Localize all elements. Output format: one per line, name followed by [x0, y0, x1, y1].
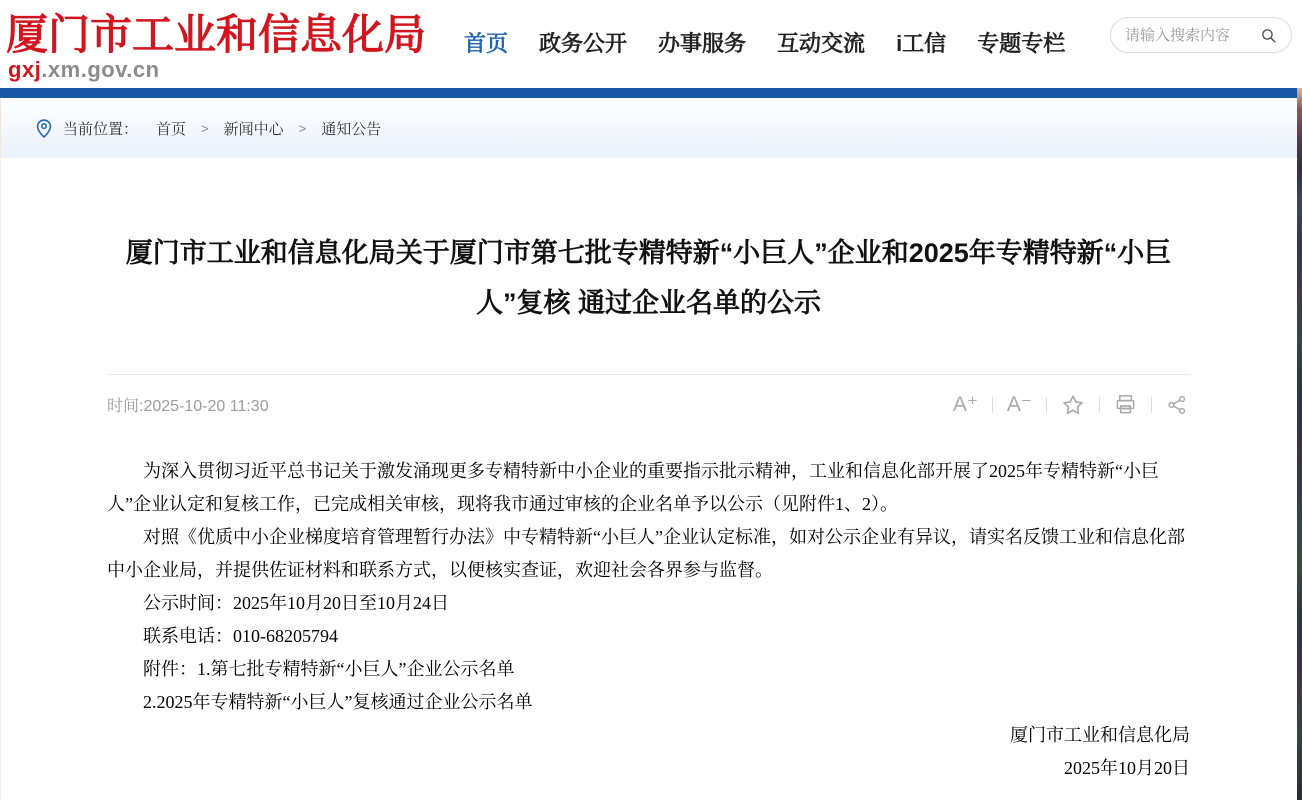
nav-item-interaction[interactable]: 互动交流 [777, 31, 866, 56]
paragraph-objection: 对照《优质中小企业梯度培育管理暂行办法》中专精特新“小巨人”企业认定标准，如对公示企业有异议，请实名反馈工业和信息化部中小企业局，并提供佐证材料和联系方式，以便核实查证，欢迎社会各界参与监督。 [107, 527, 1185, 580]
paragraph-intro: 为深入贯彻习近平总书记关于激发涌现更多专精特新中小企业的重要指示批示精神，工业和信息化部开展了2025年专精特新“小巨人”企业认定和复核工作，已完成相关审核，现将我市通过审核的企业名单予以公示（见附件1、2）。 [107, 461, 1159, 514]
article-tools [939, 392, 1190, 417]
site-domain-suffix: .xm.gov.cn [41, 57, 160, 82]
article-meta-row [107, 374, 1190, 417]
breadcrumb-separator: > [201, 120, 209, 136]
paragraph-attachment-2: 2.2025年专精特新“小巨人”复核通过企业公示名单 [143, 692, 533, 712]
signature-organization: 厦门市工业和信息化局 [1010, 725, 1190, 745]
breadcrumb-separator: > [298, 120, 307, 136]
article-title: 厦门市工业和信息化局关于厦门市第七批专精特新“小巨人”企业和2025年专精特新“小巨人”复核 通过企业名单的公示 [125, 238, 1172, 318]
paragraph-contact-phone: 联系电话：010-68205794 [143, 626, 338, 646]
paragraph-attachment-1: 附件：1.第七批专精特新“小巨人”企业公示名单 [143, 659, 515, 679]
header-divider-bar [0, 88, 1297, 98]
breadcrumb-notices[interactable]: 通知公告 [321, 120, 382, 138]
nav-item-special-topics[interactable]: 专题专栏 [977, 31, 1066, 56]
article-body [107, 455, 1190, 719]
print-button[interactable] [1100, 393, 1151, 416]
breadcrumb-label: 当前位置： [63, 120, 139, 138]
article-signature [107, 719, 1190, 785]
font-decrease-button[interactable]: A⁻ [1006, 393, 1032, 416]
breadcrumb-news-center[interactable]: 新闻中心 [223, 120, 284, 138]
breadcrumb-home[interactable]: 首页 [156, 120, 187, 138]
background-photo-edge [1297, 88, 1302, 800]
main-nav [464, 27, 1096, 58]
favorite-button[interactable] [1047, 393, 1099, 417]
site-domain [8, 57, 160, 83]
share-button[interactable] [1152, 394, 1190, 416]
search-icon[interactable] [1260, 27, 1277, 44]
star-icon [1061, 393, 1085, 417]
publish-time: 时间:2025-10-20 11:30 [107, 398, 269, 415]
font-increase-button[interactable]: A⁺ [952, 393, 978, 416]
nav-item-gov-affairs[interactable]: 政务公开 [539, 31, 628, 56]
article [0, 158, 1297, 800]
nav-item-i-industry[interactable]: i工信 [896, 31, 947, 56]
nav-item-services[interactable]: 办事服务 [658, 31, 747, 56]
signature-date: 2025年10月20日 [1064, 758, 1190, 778]
breadcrumb [0, 98, 1297, 158]
printer-icon [1114, 393, 1137, 416]
site-logo-title[interactable]: 厦门市工业和信息化局 [6, 13, 427, 59]
paragraph-publicity-period: 公示时间：2025年10月20日至10月24日 [143, 593, 449, 613]
site-domain-prefix: gxj [8, 57, 42, 82]
location-pin-icon [35, 117, 53, 139]
nav-item-home[interactable]: 首页 [464, 31, 509, 56]
share-icon [1166, 394, 1188, 416]
search-input[interactable] [1125, 27, 1254, 44]
search-box[interactable] [1110, 17, 1292, 53]
site-header [0, 0, 1302, 88]
